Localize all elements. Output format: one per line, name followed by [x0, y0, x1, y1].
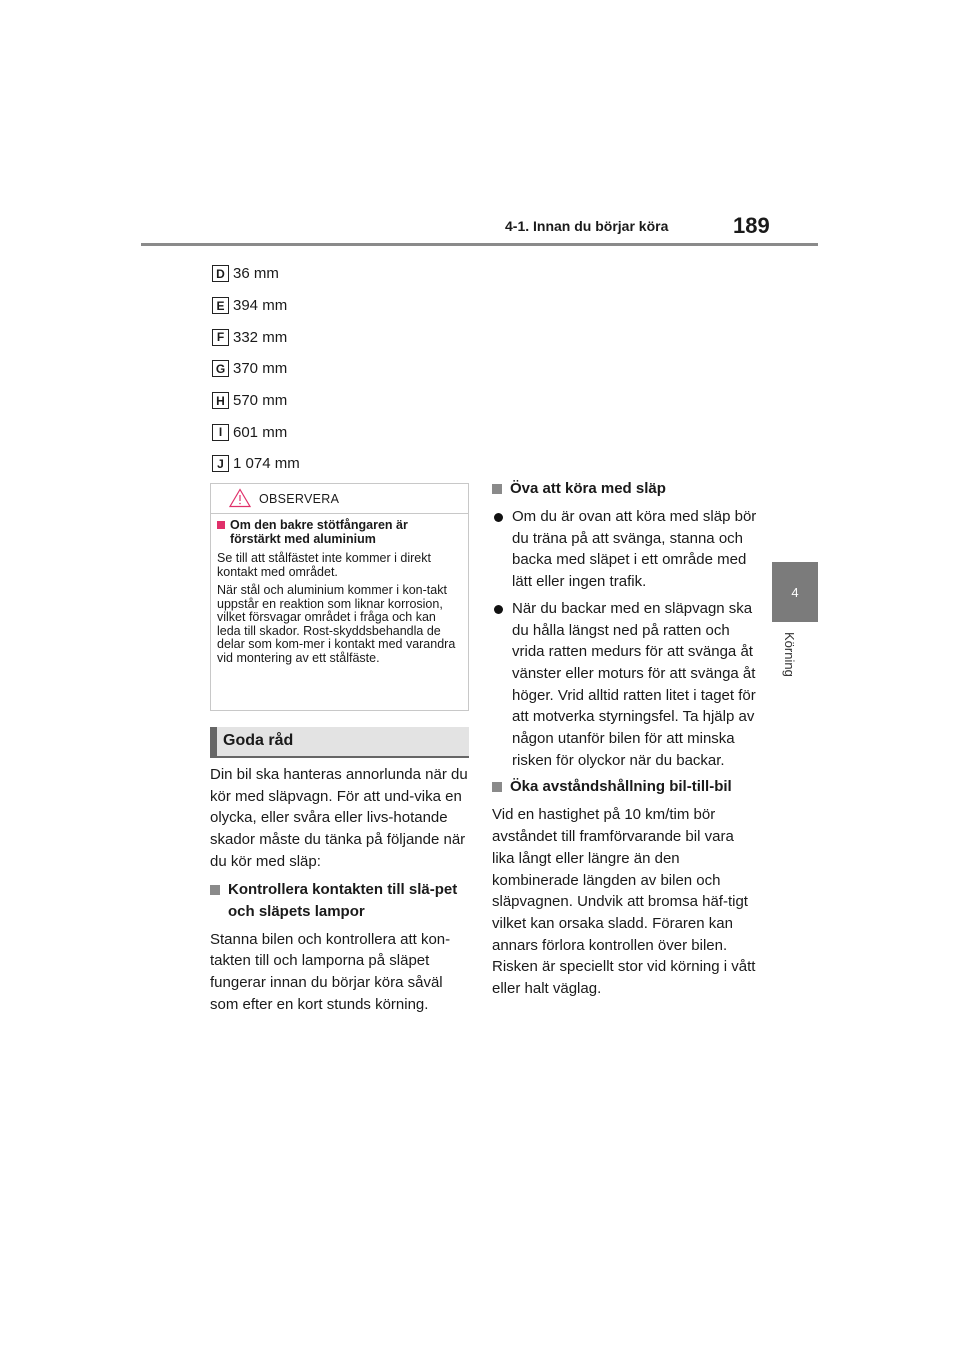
body-paragraph: Stanna bilen och kontrollera att kon-takten till och lamporna på släpet fungerar innan du börjar köra såväl som efter en kort stunds körning. — [210, 930, 451, 1013]
dimension-letter: E — [212, 297, 229, 314]
square-bullet-icon — [492, 484, 502, 494]
dimension-letter: F — [212, 329, 229, 346]
intro-paragraph: Din bil ska hanteras annorlunda när du kör med släpvagn. För att und-vika en olycka, eller svåra eller livs-hotande skador måste du tänka på följande när du kör med släp: — [210, 766, 468, 870]
tips-title: Goda råd — [223, 732, 294, 749]
page-number: 189 — [733, 213, 770, 238]
subheading — [210, 879, 472, 923]
bullet-item — [492, 598, 757, 772]
subheading — [492, 776, 757, 798]
chapter-tab — [772, 562, 818, 622]
square-bullet-icon — [210, 885, 220, 895]
notice-title: OBSERVERA — [259, 492, 340, 506]
warning-triangle-icon — [229, 488, 251, 508]
notice-paragraph: Se till att stålfästet inte kommer i direkt kontakt med området. — [217, 551, 431, 579]
dimension-row — [212, 258, 300, 290]
dimension-list — [212, 258, 300, 480]
body-paragraph: Vid en hastighet på 10 km/tim bör avståndet till framförvarande bil vara lika långt eller längre än den kombinerade längden av bilen och släpvagnen. Undvik att bromsa häf-tigt vilket kan orsaka sladd. Föraren kan annars förlora kontrollen över bilen. Risken är speciellt stor vid körning i vått eller halt väglag. — [492, 806, 756, 998]
subheading-text: Öka avståndshållning bil-till-bil — [510, 778, 732, 796]
notice-subheading — [217, 518, 460, 546]
notice-box — [210, 483, 469, 711]
dimension-row — [212, 416, 300, 448]
dimension-row — [212, 353, 300, 385]
bullet-text: När du backar med en släpvagn ska du hålla längst ned på ratten och vrida ratten medurs för att svänga åt vänster eller moturs för att svänga åt höger. Vrid alltid ratten litet i taget för att motverka styrningsfel. Ta hjälp av någon utanför bilen för att minska risken för olyckor när du backar. — [512, 599, 756, 769]
bullet-text: Om du är ovan att köra med släp bör du träna på att svänga, stanna och backa med släpet i ett område med lätt eller ingen trafik. — [512, 508, 757, 591]
dimension-value: 1 074 mm — [233, 455, 300, 473]
dimension-value: 370 mm — [233, 360, 288, 378]
square-bullet-icon — [217, 521, 225, 529]
dimension-value: 601 mm — [233, 423, 288, 441]
dimension-letter: J — [212, 455, 229, 472]
notice-paragraph: När stål och aluminium kommer i kon-takt uppstår en reaktion som liknar korrosion, vilket försvagar området i fråga och kan leda till skador. Rost-skyddsbehandla de delar som kom-mer i kontakt med varandra vid montering av ett stålfäste. — [217, 583, 456, 665]
bullet-item — [492, 506, 757, 593]
notice-header — [211, 484, 468, 514]
dimension-row — [212, 290, 300, 322]
right-column — [492, 478, 757, 1006]
dimension-value: 394 mm — [233, 297, 288, 315]
bullet-dot-icon — [494, 605, 503, 614]
dimension-letter: H — [212, 392, 229, 409]
subheading-text: Öva att köra med släp — [510, 480, 666, 497]
notice-body — [211, 514, 468, 665]
square-bullet-icon — [492, 782, 502, 792]
dimension-value: 36 mm — [233, 265, 279, 283]
subheading-text: Kontrollera kontakten till slä-pet och släpets lampor — [228, 880, 458, 920]
dimension-row — [212, 448, 300, 480]
chapter-number: 4 — [791, 584, 799, 600]
dimension-value: 570 mm — [233, 392, 288, 410]
chapter-name: Körning — [782, 632, 797, 677]
bullet-dot-icon — [494, 513, 503, 522]
dimension-letter: D — [212, 265, 229, 282]
header-divider — [141, 243, 818, 246]
dimension-letter: I — [212, 424, 229, 441]
dimension-letter: G — [212, 360, 229, 377]
dimension-value: 332 mm — [233, 328, 288, 346]
subheading — [492, 478, 757, 500]
notice-subheading-text: Om den bakre stötfångaren är förstärkt med aluminium — [230, 518, 408, 546]
dimension-row — [212, 385, 300, 417]
dimension-row — [212, 321, 300, 353]
tips-heading-bar — [210, 727, 469, 758]
left-column — [210, 764, 472, 1021]
section-title: 4-1. Innan du börjar köra — [505, 218, 669, 234]
